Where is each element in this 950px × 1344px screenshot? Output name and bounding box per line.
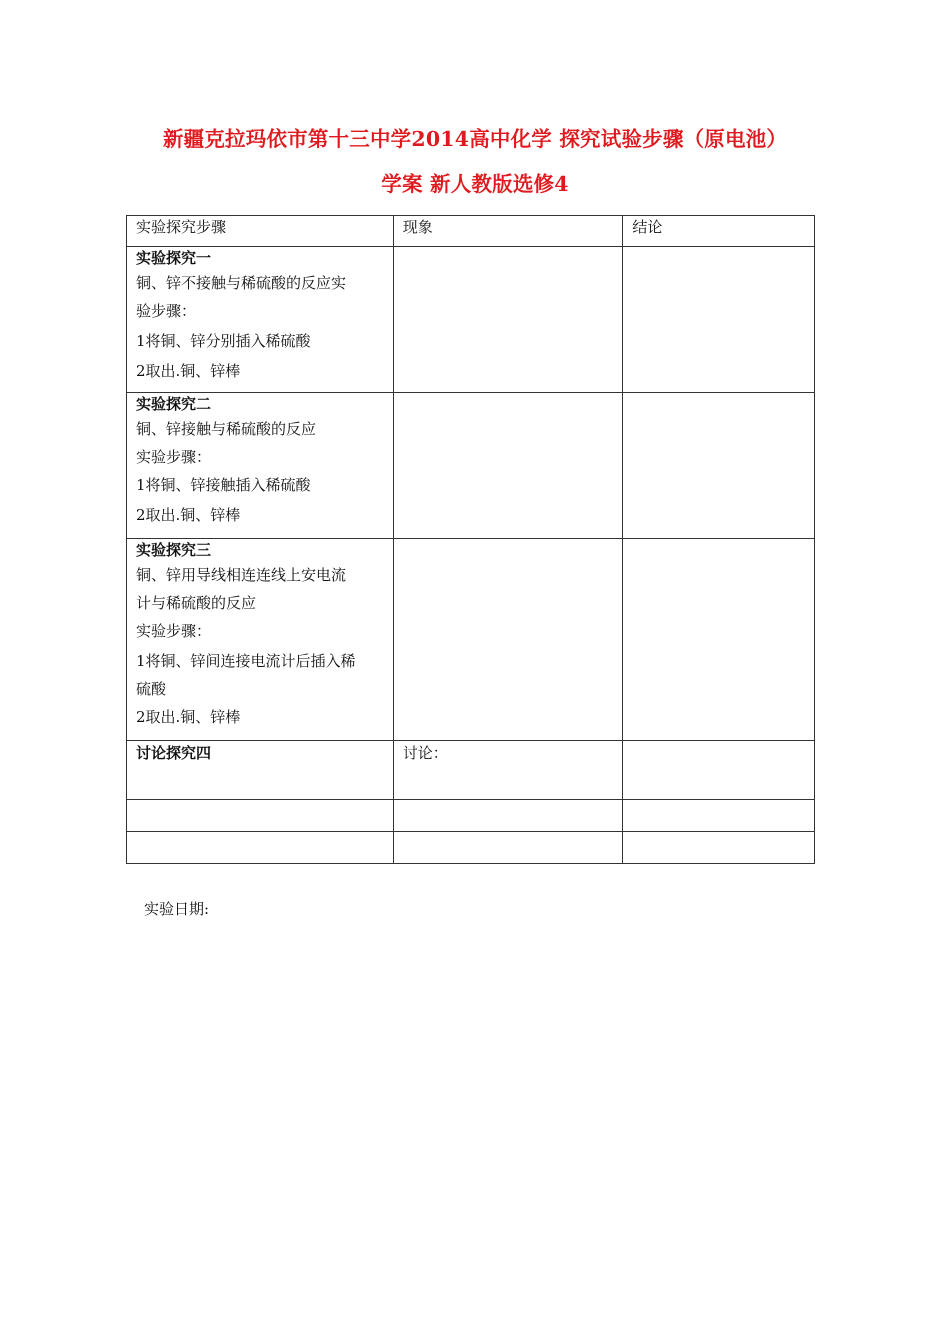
experiment-2-line-3: 1将铜、锌接触插入稀硫酸: [136, 476, 311, 494]
header-steps: 实验探究步骤: [127, 216, 394, 247]
experiment-1-phenomenon-cell: [393, 247, 623, 393]
table-row: [127, 832, 815, 864]
experiment-3-line-4: 1将铜、锌间连接电流计后插入稀: [136, 652, 356, 670]
experiment-2-title: 实验探究二: [136, 395, 212, 413]
table-row: [127, 800, 815, 832]
header-phenomenon: 现象: [393, 216, 623, 247]
experiment-1-steps-cell: [127, 247, 394, 393]
discussion-label-cell: [393, 741, 623, 800]
blank-cell: [393, 832, 623, 864]
experiment-1-conclusion-cell: [623, 247, 815, 393]
experiment-2-line-4: 2取出.铜、锌棒: [136, 506, 241, 524]
experiment-3-line-2: 计与稀硫酸的反应: [136, 594, 257, 612]
blank-cell: [393, 800, 623, 832]
experiment-3-line-6: 2取出.铜、锌棒: [136, 708, 241, 726]
table-row: [127, 539, 815, 741]
blank-cell: [623, 832, 815, 864]
blank-cell: [127, 832, 394, 864]
experiment-1-title: 实验探究一: [136, 249, 212, 267]
discussion-label: 讨论：: [402, 744, 448, 762]
table-row: [127, 393, 815, 539]
experiment-2-phenomenon-cell: [393, 393, 623, 539]
experiment-1-line-4: 2取出.铜、锌棒: [136, 362, 241, 380]
discussion-title-cell: [127, 741, 394, 800]
experiment-2-steps-cell: [127, 393, 394, 539]
experiment-3-title: 实验探究三: [136, 541, 212, 559]
experiment-3-line-5: 硫酸: [136, 680, 167, 698]
document-title-line-1: 新疆克拉玛依市第十三中学2014高中化学 探究试验步骤（原电池）: [162, 127, 788, 151]
experiment-table: [126, 215, 815, 864]
experiment-3-line-3: 实验步骤：: [136, 622, 212, 640]
experiment-3-conclusion-cell: [623, 539, 815, 741]
table-header-row: [127, 216, 815, 247]
discussion-conclusion-cell: [623, 741, 815, 800]
experiment-3-steps-cell: [127, 539, 394, 741]
document-title-line-2: 学案 新人教版选修4: [381, 172, 569, 196]
header-conclusion: 结论: [623, 216, 815, 247]
experiment-date-label: 实验日期:: [144, 900, 210, 918]
table-row: [127, 741, 815, 800]
experiment-2-line-1: 铜、锌接触与稀硫酸的反应: [136, 420, 317, 438]
experiment-1-line-1: 铜、锌不接触与稀硫酸的反应实: [136, 274, 347, 292]
experiment-2-conclusion-cell: [623, 393, 815, 539]
experiment-3-phenomenon-cell: [393, 539, 623, 741]
discussion-title: 讨论探究四: [136, 744, 212, 762]
table-row: [127, 247, 815, 393]
blank-cell: [127, 800, 394, 832]
experiment-1-line-2: 验步骤：: [136, 302, 197, 320]
experiment-1-line-3: 1将铜、锌分别插入稀硫酸: [136, 332, 311, 350]
blank-cell: [623, 800, 815, 832]
experiment-2-line-2: 实验步骤：: [136, 448, 212, 466]
experiment-3-line-1: 铜、锌用导线相连连线上安电流: [136, 566, 347, 584]
